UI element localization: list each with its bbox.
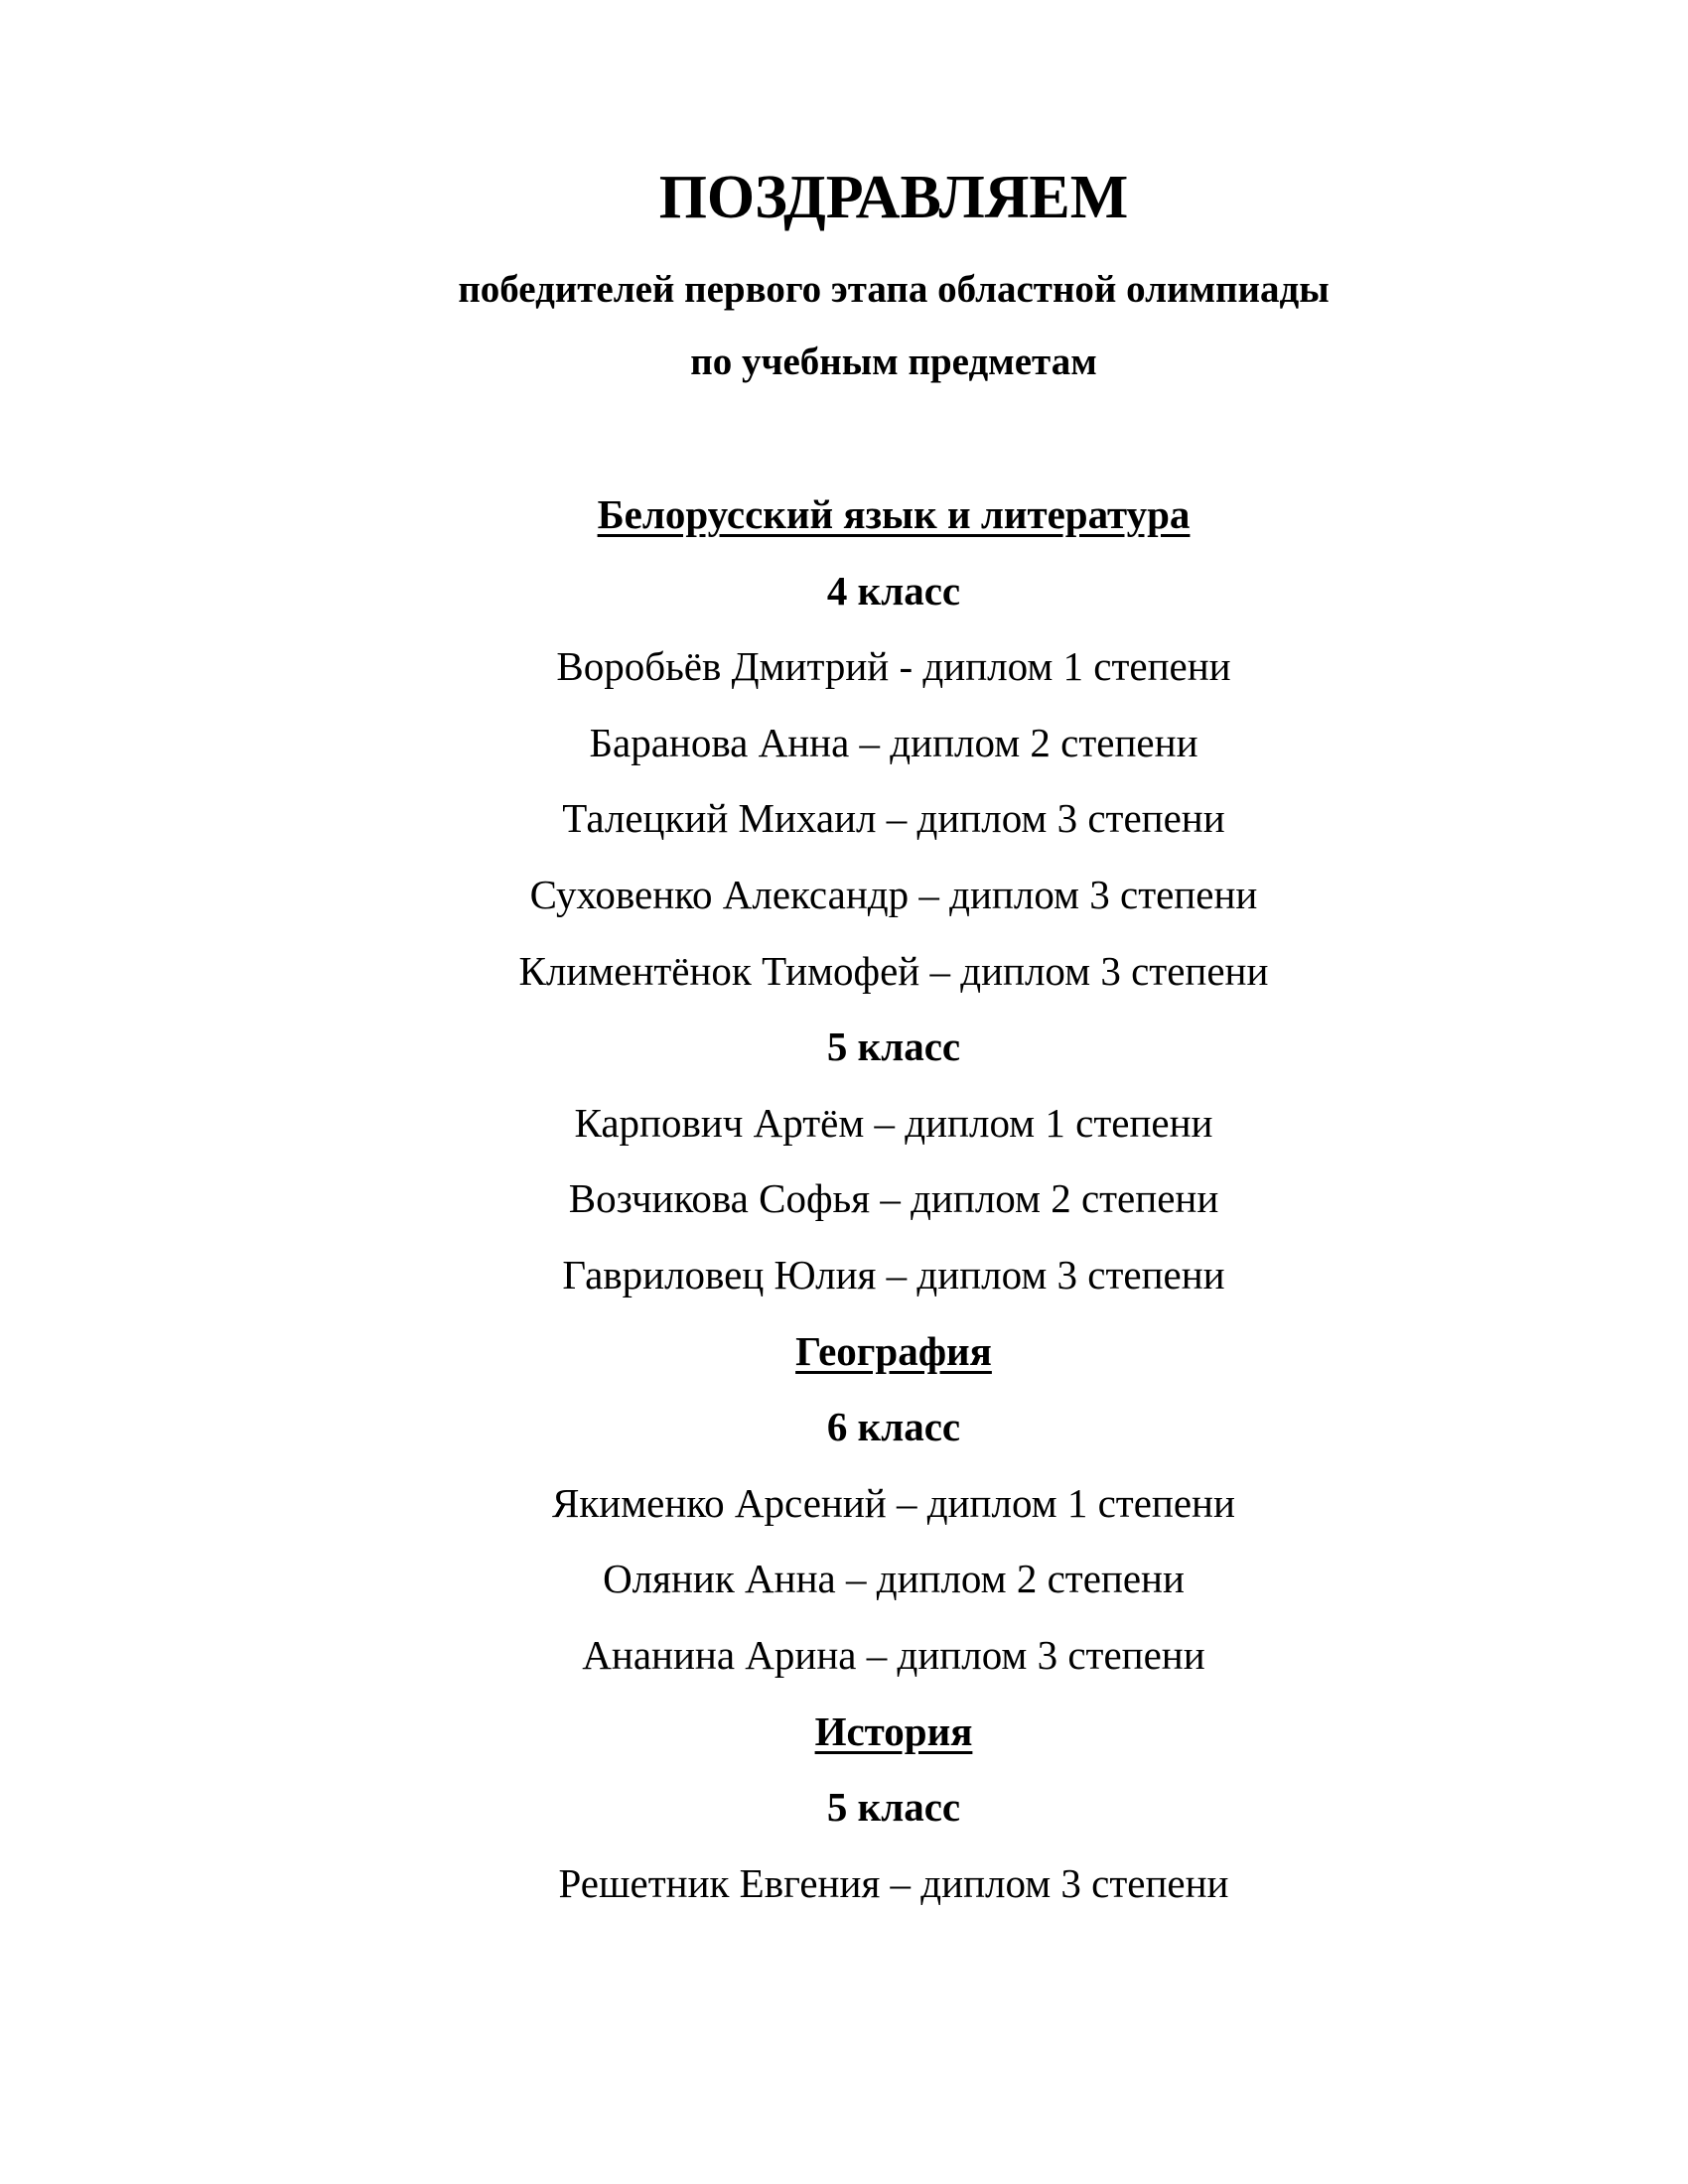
winner-item: Якименко Арсений – диплом 1 степени — [552, 1479, 1235, 1526]
grade-heading: 5 класс — [826, 1024, 961, 1070]
winner-item: Баранова Анна – диплом 2 степени — [589, 719, 1198, 765]
winner-item: Оляник Анна – диплом 2 степени — [603, 1556, 1185, 1602]
subject-heading: Белорусский язык и литература — [597, 491, 1191, 537]
winner-item: Ананина Арина – диплом 3 степени — [582, 1631, 1205, 1678]
winner-item: Гавриловец Юлия – диплом 3 степени — [562, 1251, 1225, 1297]
subtitle-line-1: победителей первого этапа областной олимпиады — [458, 268, 1330, 311]
winner-item: Воробьёв Дмитрий - диплом 1 степени — [556, 643, 1231, 690]
winners-list — [99, 477, 1688, 1921]
grade-heading: 5 класс — [826, 1784, 961, 1831]
subject-heading: История — [814, 1707, 973, 1754]
winner-item: Суховенко Александр – диплом 3 степени — [529, 871, 1258, 917]
winner-item: Талецкий Михаил – диплом 3 степени — [562, 795, 1225, 842]
grade-heading: 6 класс — [826, 1404, 961, 1450]
page-title: ПОЗДРАВЛЯЕМ — [658, 164, 1129, 231]
winner-item: Климентёнок Тимофей – диплом 3 степени — [518, 947, 1269, 994]
grade-heading: 4 класс — [826, 567, 961, 614]
subtitle-line-2: по учебным предметам — [690, 341, 1097, 383]
subject-heading: География — [795, 1327, 992, 1374]
winner-item: Карпович Артём – диплом 1 степени — [574, 1099, 1213, 1146]
winner-item: Решетник Евгения – диплом 3 степени — [558, 1859, 1229, 1906]
winner-item: Возчикова Софья – диплом 2 степени — [568, 1175, 1219, 1222]
